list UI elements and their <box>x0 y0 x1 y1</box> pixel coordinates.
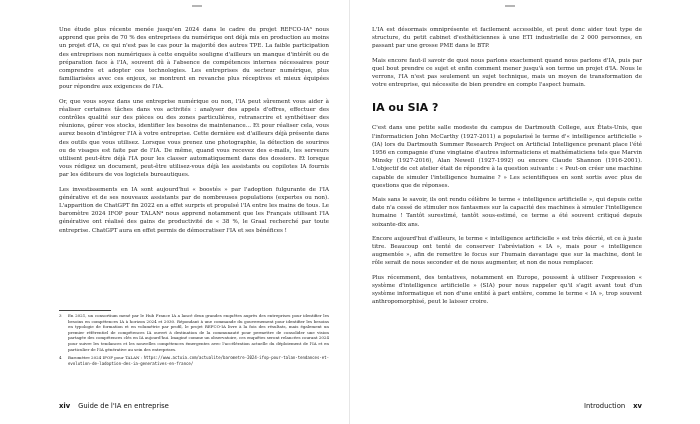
footnote-text: Baromètre 2024 IFOP pour TALAN : <box>68 355 144 361</box>
running-title: Guide de l'IA en entreprise <box>78 402 169 410</box>
right-page <box>372 26 642 312</box>
footnote-number: 4 <box>59 355 62 361</box>
body-paragraph: Une étude plus récente menée jusqu'en 2024 dans le cadre du projet REFCO-IA³ nous apprend que près de 70 % des entreprises du numérique ont déjà mis en production au moins un projet d'IA, ce qui n'est pas le cas pour la majorité des autres TPE. La faible participation des entreprises non numériques à cette enquête souligne d'ailleurs un manque d'intérêt ou de préparation face à l'IA, souvent dû à l'absence de compétences internes nécessaires pour comprendre et adopter ces technologies. Les entreprises du secteur numérique, plus familiarisées avec ces enjeux, se montrent en revanche plus réceptives et mieux équipées pour répondre aux exigences de l'IA. <box>59 27 329 91</box>
left-page <box>59 26 329 366</box>
left-footer <box>59 402 169 411</box>
page-number: xiv <box>59 402 71 410</box>
footnote-number: 3 <box>59 313 62 318</box>
body-paragraph: Mais encore faut-il savoir de quoi nous parlons exactement quand nous parlons d'IA, puis par quel bout prendre ce sujet et enfin comment mener jusqu'à son terme un projet d'IA. Nous le verrons, l'IA n'est pas seulement un sujet technique, mais un moyen de transformation de votre entreprise, qui nécessite de bien prendre en compte l'aspect humain. <box>372 57 642 89</box>
body-paragraph: C'est dans une petite salle modeste du campus de Dartmouth College, aux États-Unis, que l'informaticien John McCarthy (1927-2011) a popularisé le terme d'« intelligence artificielle » (IA) lors du Dartmouth Summer Research Project on Artificial Intelligence prenant place l'été 1956 en compagnie d'une vingtaine d'autres informaticiens et mathématiciens tels que Marvin Minsky (1927-2016), Alan Newell (1927-1992) ou encore Claude Shannon (1916-2001). L'objectif de cet atelier était de répondre à la question suivante : « Peut-on créer une machine capable de simuler l'intelligence humaine ? » Les scientifiques en sont sortis avec plus de questions que de réponses. <box>372 125 642 189</box>
footnote-link[interactable]: https://www.actuia.com/actualite/barometre-2024-ifop-pour-talan-tendances-et-evolution-de-ladoption-des-ia-generatives-en-france/ <box>68 355 329 366</box>
footnote <box>59 355 329 366</box>
right-footer <box>584 402 642 411</box>
page-fold <box>349 0 350 424</box>
left-page-marker <box>192 5 202 7</box>
body-paragraph: Les investissements en IA sont aujourd'hui « boostés » par l'adoption fulgurante de l'IA générative et de ses nouveaux assistants par de nombreuses populations (expertes ou non). L'apparition de ChatGPT fin 2022 en a effet surpris et propulsé l'IA entre les mains de tous. Le baromètre 2024 IFOP pour TALAN⁴ nous apprend notamment que les Français utilisant l'IA générative ont réalisé des gains de productivité de « 38 %, le Graal recherché par toute entreprise. ChatGPT aura en effet permis de démocratiser l'IA et ses bénéfices ! <box>59 186 329 234</box>
footnotes <box>59 313 329 369</box>
body-paragraph: Or, que vous soyez dans une entreprise numérique ou non, l'IA peut sûrement vous aider à réaliser certaines tâches dans vos activités : analyser des appels d'offres, effectuer des contrôles qualité sur des pièces ou des zones particulières, retranscrire et synthétiser des réunions, gérer vos stocks, identifier les besoins de maintenance... Et pour réaliser cela, vous aurez besoin d'intégrer l'IA à votre entreprise. Cette dernière est d'ailleurs déjà présente dans des outils que vous utilisez. Lorsque vous prenez une photographie, la détection de sourires ou de visages est faite par de l'IA. De même, quand vous recevez des e-mails, les serveurs utilisent peut-être déjà l'IA pour les classer automatiquement dans des dossiers. Et lorsque vous rédigez un document, peut-être utilisez-vous déjà les assistants ou copilotes IA fournis par les éditeurs de vos logiciels bureautiques. <box>59 98 329 179</box>
body-paragraph: Plus récemment, des tentatives, notamment en Europe, poussent à utiliser l'expression « système d'intelligence artificielle » (SIA) pour nous rappeler qu'il s'agit avant tout d'un système informatique et non d'une entité à part entière, comme le terme « IA », trop souvent anthropomorphisé, peut le laisser croire. <box>372 274 642 306</box>
footnote-text: En 2021, un consortium mené par le Hub France IA a lancé deux grandes enquêtes auprès des entreprises pour identifier les besoins en compétences IA à horizon 2024 et 2030. Répondant à une commande du gouvernement pour identifier les besoins en typologie de formation et en volumétrie par profil, le projet REFCO-IA livre à la fois des résultats, mais également un premier référentiel de compétences IA ouvert à destination de la communauté pour permettre de consolider une vision partagée des compétences clés en IA aujourd'hui. Imaginé comme un observatoire, ces enquêtes seront relancées courant 2024 pour suivre les tendances et les nouvelles compétences émergentes avec l'accélération actuelle du déploiement de l'IA et en particulier de l'IA générative au sein des entreprises. <box>68 313 329 352</box>
page-number: xv <box>633 402 642 410</box>
body-paragraph: L'IA est désormais omniprésente et facilement accessible, et peut donc aider tout type de structure, du petit cabinet d'esthéticiennes à une ETI industrielle de 2 000 personnes, en passant par une grosse PME dans le BTP. <box>372 27 642 50</box>
footnote-rule <box>59 310 111 311</box>
body-paragraph: Mais sans le savoir, ils ont rendu célèbre le terme « intelligence artificielle », qui depuis cette date n'a cessé de stimuler nos fantasmes sur la capacité des machines à simuler l'intelligence humaine ! Tantôt surestimé, tantôt sous-estimé, ce terme a été souvent critiqué depuis soixante-dix ans. <box>372 197 642 228</box>
footnote <box>59 313 329 352</box>
right-page-marker <box>505 5 515 7</box>
section-heading: IA ou SIA ? <box>372 101 439 115</box>
running-title: Introduction <box>584 402 626 410</box>
body-paragraph: Encore aujourd'hui d'ailleurs, le terme « intelligence artificielle » est très décrié, et ce à juste titre. Beaucoup ont tenté de conserver l'abréviation « IA », mais pour « intelligence augmentée », afin de remettre le focus sur l'humain davantage que sur la machine, dont le rôle serait de nous seconder et de nous augmenter, et non de nous remplacer. <box>372 235 642 267</box>
